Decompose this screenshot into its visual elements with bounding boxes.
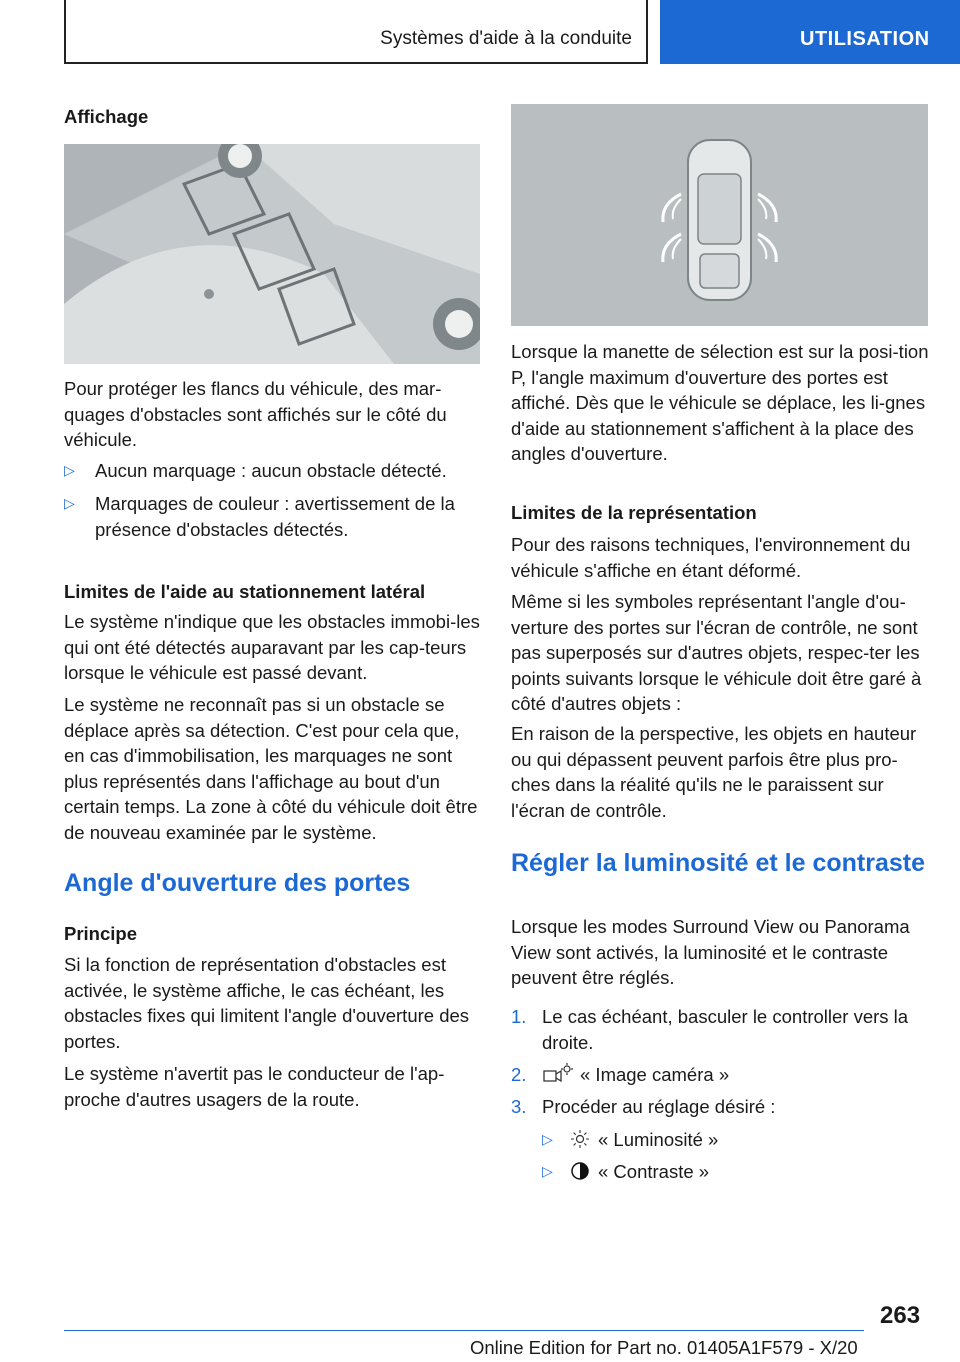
representation-paragraph-2: Même si les symboles représentant l'angle d'ou‐verture des portes sur l'écran de contrôle, ne sont pas superposés sur d'autres objets, respec‐ter les points suivants lorsque le véhicule doit être garé à côté d'autres objets : [511,591,922,714]
door-angle-paragraph: Lorsque la manette de sélection est sur la posi‐tion P, l'angle maximum d'ouverture des portes est affiché. Dès que le véhicule se déplace, les li‐gnes d'aide au stationnement s'affichent à la place des angles d'ouverture. [511,341,929,464]
step-text: Le cas échéant, basculer le controller vers la droite. [542,1006,909,1053]
limites-paragraph-2: Le système ne reconnaît pas si un obstacle se déplace après sa détection. C'est pour cela que, en cas d'immobilisation, les marquages ne sont plus représentés dans l'affichage au bout d'un certain temps. La zone à côté du véhicule doit être de nouveau examinée par le système. [64,694,478,843]
step-text: « Image caméra » [580,1064,730,1085]
heading-angle-ouverture: Angle d'ouverture des portes [64,869,411,897]
representation-paragraph-3: En raison de la perspective, les objets en hauteur ou qui dépassent peuvent parfois être plus pro‐ches dans la réalité qu'ils ne le paraissent sur l'écran de contrôle. [511,723,917,821]
affichage-paragraph: Pour protéger les flancs du véhicule, des mar‐quages d'obstacles sont affichés sur le côté du véhicule. [64,378,447,450]
sub-item-text: « Luminosité » [598,1129,719,1150]
camera-image-icon [542,1063,574,1085]
step-2-content [542,1062,929,1088]
contrast-icon [570,1161,590,1181]
step-number: 3. [511,1096,527,1117]
footer-edition: Online Edition for Part no. 01405A1F579 - X/20 [470,1337,858,1358]
brightness-icon [570,1129,590,1149]
door-angle-illustration [511,104,928,326]
bullet-text: Marquages de couleur : avertissement de la présence d'obstacles détectés. [95,493,455,540]
principe-paragraph-2: Le système n'avertit pas le conducteur de l'ap‐proche d'autres usagers de la route. [64,1063,445,1110]
heading-limites-representation: Limites de la représentation [511,502,757,523]
step-text: Procéder au réglage désiré : [542,1096,776,1117]
heading-limites-aide: Limites de l'aide au stationnement latéral [64,581,426,602]
principe-paragraph-1: Si la fonction de représentation d'obstacles est activée, le système affiche, le cas échéant, les obstacles fixes qui limitent l'angle d'ouverture des portes. [64,954,470,1052]
header-section-title: Systèmes d'aide à la conduite [380,28,632,49]
step-number: 2. [511,1064,527,1085]
door-angle-illustration-svg [511,104,928,326]
step-number: 1. [511,1006,527,1027]
header-chapter-title: UTILISATION [800,28,930,50]
header-chapter-tab [660,0,960,64]
bullet-marker: ▷ [542,1163,553,1179]
footer-divider [64,1330,864,1331]
bullet-marker: ▷ [64,462,75,478]
sub-item-content [570,1127,929,1153]
bullet-text: Aucun marquage : aucun obstacle détecté. [95,460,447,481]
bullet-marker: ▷ [542,1131,553,1147]
heading-principe: Principe [64,923,137,944]
sub-item-text: « Contraste » [598,1161,710,1182]
header-section-box [64,0,648,64]
side-parking-illustration-svg [64,144,480,364]
limites-paragraph-1: Le système n'indique que les obstacles immobi‐les qui ont été détectés auparavant par les cap‐teurs lorsque le véhicule est passé devant. [64,611,480,683]
bullet-marker: ▷ [64,495,75,511]
heading-affichage: Affichage [64,106,149,127]
regler-paragraph: Lorsque les modes Surround View ou Panorama View sont activés, la luminosité et le contraste peuvent être réglés. [511,916,910,988]
heading-regler-luminosite: Régler la luminosité et le contraste [511,849,926,877]
sub-item-content [570,1159,929,1185]
side-parking-illustration [64,144,480,364]
page-number: 263 [880,1302,921,1329]
representation-paragraph-1: Pour des raisons techniques, l'environnement du véhicule s'affiche en étant déformé. [511,534,911,581]
